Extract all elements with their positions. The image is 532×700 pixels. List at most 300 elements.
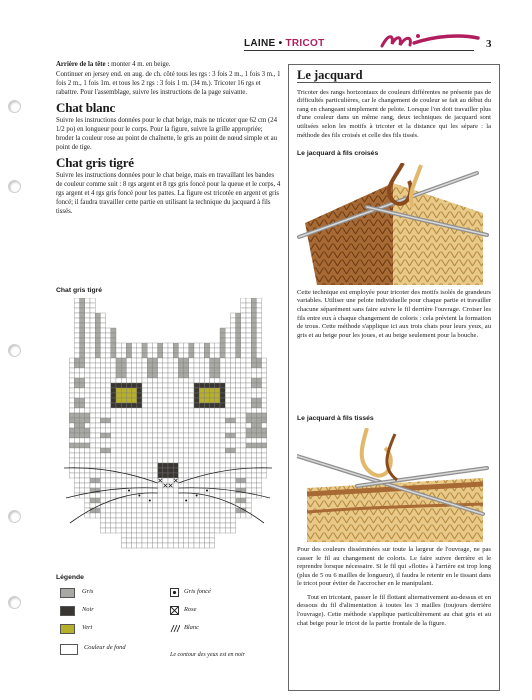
grid-cell [178,403,183,408]
grid-cell [132,528,137,533]
grid-cell [246,313,251,318]
grid-cell [74,418,79,423]
grid-cell [262,438,267,443]
grid-cell [204,478,209,483]
grid-cell [90,463,95,468]
grid-cell [74,353,79,358]
grid-cell [225,493,230,498]
grid-cell [173,508,178,513]
grid-cell [147,458,152,463]
grid-cell [189,533,194,538]
grid-cell [158,398,163,403]
grid-cell [225,483,230,488]
left-column [56,60,282,222]
grid-cell [152,383,157,388]
grid-cell [100,513,105,518]
binder-hole [8,100,21,113]
grid-cell [95,328,100,333]
grid-cell [69,383,74,388]
grid-cell [126,368,131,373]
grid-cell [152,363,157,368]
grid-cell [220,483,225,488]
grid-cell [251,358,256,363]
grid-cell [178,353,183,358]
grid-cell [199,438,204,443]
grid-cell [215,408,220,413]
grid-cell [168,343,173,348]
grid-cell [163,373,168,378]
grid-cell [178,428,183,433]
grid-cell [246,453,251,458]
grid-cell [230,453,235,458]
grid-cell [251,383,256,388]
grid-cell [142,468,147,473]
grid-cell [147,398,152,403]
grid-cell [74,433,79,438]
grid-cell [189,408,194,413]
grid-cell [225,383,230,388]
grid-cell [251,453,256,458]
grid-cell [74,393,79,398]
grid-cell [220,348,225,353]
grid-cell [158,408,163,413]
grid-cell [256,453,261,458]
grid-cell [256,433,261,438]
grid-cell [204,508,209,513]
grid-cell [147,508,152,513]
grid-cell [246,433,251,438]
grid-cell [210,358,215,363]
grid-cell [152,493,157,498]
grid-cell [100,378,105,383]
grid-cell [215,513,220,518]
grid-cell [230,383,235,388]
grid-cell [204,388,209,393]
grid-cell [69,368,74,373]
grid-cell [111,448,116,453]
grid-cell [121,468,126,473]
grid-cell [121,353,126,358]
grid-cell [95,403,100,408]
grid-cell [241,418,246,423]
grid-cell [74,333,79,338]
grid-cell [178,418,183,423]
grid-cell [95,398,100,403]
grid-cell [163,343,168,348]
grid-cell [74,318,79,323]
grid-cell [178,503,183,508]
grid-cell [121,478,126,483]
grid-cell [184,363,189,368]
grid-cell [74,308,79,313]
grid-cell [132,498,137,503]
grid-cell [168,388,173,393]
heading-chat-gris: Chat gris tigré [56,155,134,170]
grid-cell [74,328,79,333]
grid-cell [158,468,163,473]
grid-cell [173,458,178,463]
grid-cell [95,493,100,498]
grid-cell [80,488,85,493]
grid-cell [184,443,189,448]
grid-cell [194,448,199,453]
grid-cell [85,413,90,418]
grid-cell [178,513,183,518]
grid-cell [215,493,220,498]
grid-cell [90,308,95,313]
grid-cell [230,428,235,433]
grid-cell [230,443,235,448]
grid-cell [85,488,90,493]
grid-cell [142,393,147,398]
grid-cell [121,348,126,353]
grid-cell [168,353,173,358]
grid-cell [80,423,85,428]
grid-cell [215,383,220,388]
grid-cell [204,443,209,448]
grid-cell [173,523,178,528]
grid-cell [178,368,183,373]
grid-cell [194,488,199,493]
grid-cell [184,543,189,548]
grid-cell [90,503,95,508]
grid-cell [246,423,251,428]
grid-cell [246,353,251,358]
grid-cell [106,378,111,383]
grid-cell [95,343,100,348]
grid-cell [126,413,131,418]
grid-cell [215,473,220,478]
grid-cell [147,533,152,538]
grid-cell [100,358,105,363]
grid-cell [246,388,251,393]
grid-cell [142,503,147,508]
grid-cell [90,443,95,448]
grid-cell [100,428,105,433]
grid-cell [241,498,246,503]
grid-cell [230,348,235,353]
grid-cell [168,463,173,468]
grid-cell [106,458,111,463]
grid-cell [173,413,178,418]
grid-cell [251,378,256,383]
grid-cell [189,438,194,443]
grid-cell [251,468,256,473]
grid-cell [225,433,230,438]
grid-cell [69,408,74,413]
grid-cell [246,463,251,468]
grid-cell [256,348,261,353]
grid-cell [220,408,225,413]
grid-cell [168,423,173,428]
grid-cell [230,463,235,468]
grid-cell [173,388,178,393]
binder-hole [8,510,21,523]
grid-cell [215,403,220,408]
grid-cell [95,438,100,443]
grid-cell [173,393,178,398]
grid-cell [106,383,111,388]
header-sep: • [275,38,286,49]
grid-cell [199,348,204,353]
grid-cell [225,338,230,343]
grid-cell [178,488,183,493]
grid-cell [147,383,152,388]
grid-cell [225,353,230,358]
grid-cell [111,508,116,513]
grid-cell [210,478,215,483]
grid-cell [204,468,209,473]
grid-cell [80,473,85,478]
grid-cell [168,358,173,363]
grid-cell [230,338,235,343]
grid-cell [236,433,241,438]
grid-cell [184,523,189,528]
grid-cell [158,403,163,408]
grid-cell [116,348,121,353]
grid-cell [158,358,163,363]
grid-cell [158,503,163,508]
grid-cell [256,323,261,328]
instructions-paragraph: Continuer en jersey end. en aug. de ch. côté tous les rgs : 3 fois 2 m., 1 fois 3 m., 1 fois 2 m., 1 fois 1m. et tous les 2 rgs : 3 fois 1 m. (34 m.). Tricoter 16 rgs et rabattre. Pour l'assemblage, suivre les instructions de la page suivante. [56,71,281,96]
grid-cell [85,328,90,333]
grid-cell [132,523,137,528]
grid-cell [236,378,241,383]
grid-cell [132,403,137,408]
grid-cell [251,398,256,403]
grid-cell [225,458,230,463]
grid-cell [168,438,173,443]
grid-cell [74,363,79,368]
grid-cell [74,428,79,433]
grid-cell [106,473,111,478]
grid-cell [189,473,194,478]
grid-cell [111,393,116,398]
grid-cell [246,468,251,473]
grid-cell [80,313,85,318]
grid-cell [100,323,105,328]
grid-cell [194,413,199,418]
grid-cell [158,488,163,493]
grid-cell [173,408,178,413]
grid-cell [163,408,168,413]
grid-cell [132,368,137,373]
grid-cell [189,433,194,438]
grid-cell [168,533,173,538]
grid-cell [256,418,261,423]
grid-cell [199,443,204,448]
grid-cell [210,343,215,348]
grid-cell [111,348,116,353]
grid-cell [241,448,246,453]
grid-cell [163,358,168,363]
grid-cell [158,543,163,548]
grid-cell [126,398,131,403]
grid-cell [251,443,256,448]
grid-cell [152,373,157,378]
grid-cell [74,458,79,463]
grid-cell [178,443,183,448]
grid-cell [111,513,116,518]
grid-cell [199,373,204,378]
grid-cell [173,373,178,378]
grid-cell [111,358,116,363]
grid-cell [241,333,246,338]
grid-cell [184,358,189,363]
grid-cell [85,473,90,478]
grid-cell [132,413,137,418]
grid-cell [152,518,157,523]
grid-cell [256,463,261,468]
grid-cell [210,483,215,488]
grid-cell [137,398,142,403]
grid-cell [204,408,209,413]
grid-cell [100,408,105,413]
grid-cell [220,398,225,403]
grid-cell [95,478,100,483]
grid-cell [236,328,241,333]
grid-cell [116,363,121,368]
grid-cell [85,303,90,308]
grid-cell [199,433,204,438]
grid-cell [236,448,241,453]
grid-cell [199,363,204,368]
grid-cell [158,538,163,543]
intro-bold: Arrière de la tête : [56,61,110,68]
grid-cell [184,438,189,443]
grid-cell [116,478,121,483]
grid-cell [95,358,100,363]
grid-cell [126,348,131,353]
grid-cell [199,498,204,503]
grid-cell [178,458,183,463]
grid-cell [137,403,142,408]
grid-cell [189,483,194,488]
grid-cell [168,513,173,518]
grid-cell [126,453,131,458]
grid-cell [74,413,79,418]
grid-cell [230,388,235,393]
grid-cell [236,333,241,338]
grid-cell [230,508,235,513]
grid-cell [116,378,121,383]
grid-cell [132,353,137,358]
grid-cell [178,493,183,498]
grid-cell [74,438,79,443]
grid-cell [215,523,220,528]
grid-cell [256,328,261,333]
grid-cell [236,413,241,418]
grid-cell [251,413,256,418]
grid-cell [163,388,168,393]
grid-cell [74,443,79,448]
grid-cell [262,428,267,433]
grid-cell [158,428,163,433]
grid-cell [80,478,85,483]
grid-cell [116,373,121,378]
grid-cell [220,513,225,518]
grid-cell [210,393,215,398]
grid-cell [90,333,95,338]
grid-cell [121,393,126,398]
grid-cell [132,408,137,413]
grid-cell [158,528,163,533]
grid-cell [178,423,183,428]
grid-cell [168,413,173,418]
chat-gris-paragraph: Suivre les instructions données pour le chat beige, mais en travaillant les bandes de couleur comme suit : 8 rgs argent et 8 rgs gris foncé pour la queue et le corps, 4 rgs argent et 4 rgs gris foncé pour les pattes. La figure est tricotée en argent et gris foncé; il faudra travailler cette partie en utilisant la technique du jacquard à fils tissés. [56,172,281,215]
grid-cell [215,388,220,393]
grid-cell [241,408,246,413]
grid-cell [241,453,246,458]
grid-cell [251,438,256,443]
grid-cell [158,493,163,498]
grid-cell [121,508,126,513]
grid-cell [189,448,194,453]
grid-cell [69,398,74,403]
grid-cell [163,473,168,478]
grid-cell [236,428,241,433]
grid-cell [85,433,90,438]
grid-cell [204,398,209,403]
grid-cell [220,453,225,458]
intro-paragraph [56,60,282,69]
grid-cell [230,328,235,333]
gris-fonce-dot [185,500,187,502]
grid-cell [74,423,79,428]
grid-cell [241,323,246,328]
grid-cell [100,333,105,338]
grid-cell [220,383,225,388]
grid-cell [262,458,267,463]
grid-cell [220,363,225,368]
grid-cell [215,363,220,368]
grid-cell [158,518,163,523]
grid-cell [199,418,204,423]
grid-cell [90,328,95,333]
grid-cell [132,518,137,523]
grid-cell [100,313,105,318]
grid-cell [116,458,121,463]
grid-cell [132,483,137,488]
grid-cell [80,318,85,323]
grid-cell [126,478,131,483]
grid-cell [251,343,256,348]
grid-cell [262,403,267,408]
grid-cell [246,308,251,313]
grid-cell [173,378,178,383]
grid-cell [194,433,199,438]
grid-cell [241,383,246,388]
grid-cell [116,388,121,393]
grid-cell [158,513,163,518]
grid-cell [230,523,235,528]
grid-cell [225,413,230,418]
grid-cell [85,423,90,428]
grid-cell [116,343,121,348]
grid-cell [142,453,147,458]
grid-cell [246,333,251,338]
grid-cell [137,348,142,353]
grid-cell [95,448,100,453]
grid-cell [189,358,194,363]
grid-cell [246,318,251,323]
grid-cell [80,468,85,473]
grid-cell [147,528,152,533]
grid-cell [69,463,74,468]
grid-cell [204,503,209,508]
grid-cell [251,303,256,308]
grid-cell [90,478,95,483]
